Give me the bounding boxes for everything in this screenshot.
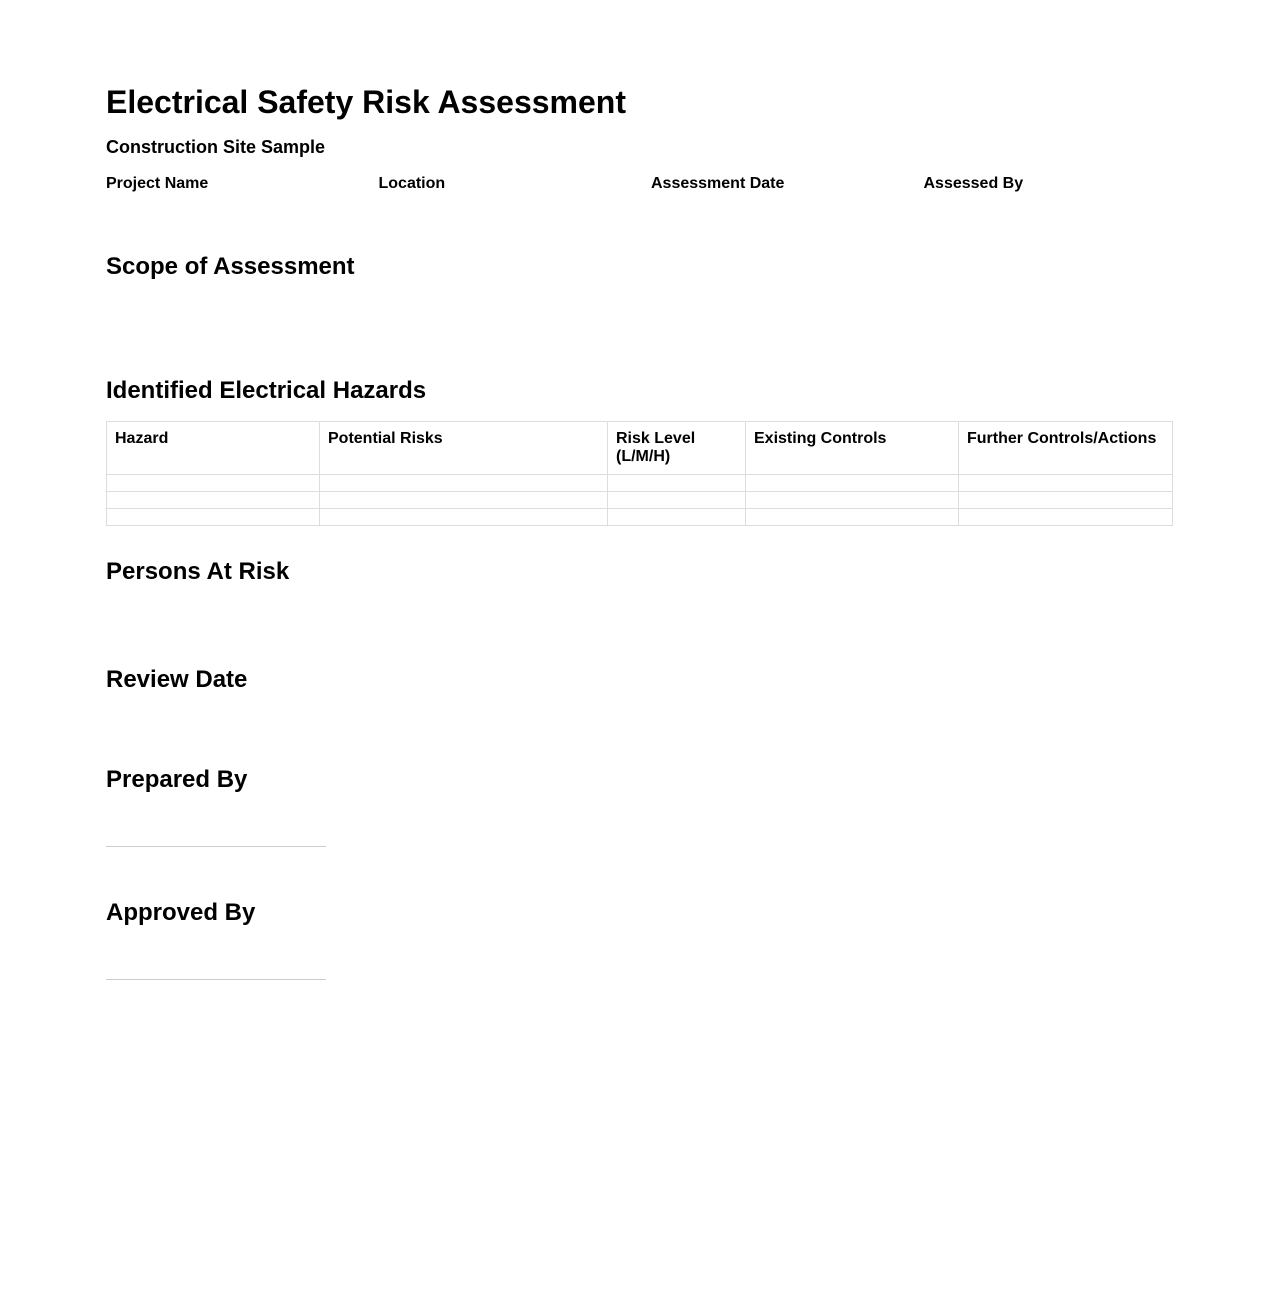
table-cell[interactable]: [746, 475, 959, 492]
meta-location: Location: [378, 175, 446, 192]
section-scope-heading: Scope of Assessment: [106, 253, 355, 280]
table-cell[interactable]: [746, 509, 959, 526]
meta-project-name: Project Name: [106, 175, 209, 192]
section-persons-heading: Persons At Risk: [106, 558, 290, 585]
table-cell[interactable]: [608, 475, 746, 492]
meta-assessed-by: Assessed By: [923, 175, 1024, 192]
column-header-further-controls: Further Controls/Actions: [959, 422, 1173, 475]
table-cell[interactable]: [107, 475, 320, 492]
table-cell[interactable]: [608, 509, 746, 526]
column-header-existing-controls: Existing Controls: [746, 422, 959, 475]
table-cell[interactable]: [320, 492, 608, 509]
table-cell[interactable]: [959, 475, 1173, 492]
meta-fields: [106, 174, 1196, 193]
table-cell[interactable]: [320, 475, 608, 492]
table-cell[interactable]: [959, 492, 1173, 509]
section-review-heading: Review Date: [106, 666, 248, 693]
table-row: [107, 475, 1173, 492]
approved-by-signature-line: [106, 979, 326, 980]
table-cell[interactable]: [107, 509, 320, 526]
section-prepared-heading: Prepared By: [106, 766, 248, 793]
table-row: [107, 492, 1173, 509]
hazards-table: [106, 421, 1173, 526]
column-header-hazard: Hazard: [107, 422, 320, 475]
table-cell[interactable]: [107, 492, 320, 509]
table-cell[interactable]: [608, 492, 746, 509]
column-header-potential-risks: Potential Risks: [320, 422, 608, 475]
section-hazards-heading: Identified Electrical Hazards: [106, 377, 427, 404]
document-subtitle: Construction Site Sample: [106, 137, 326, 157]
meta-assessment-date: Assessment Date: [651, 175, 785, 192]
table-cell[interactable]: [320, 509, 608, 526]
table-cell[interactable]: [746, 492, 959, 509]
table-cell[interactable]: [959, 509, 1173, 526]
column-header-risk-level: Risk Level (L/M/H): [608, 422, 746, 475]
table-row: [107, 509, 1173, 526]
prepared-by-signature-line: [106, 846, 326, 847]
table-header-row: [107, 422, 1173, 475]
document-title: Electrical Safety Risk Assessment: [106, 84, 626, 120]
section-approved-heading: Approved By: [106, 899, 256, 926]
